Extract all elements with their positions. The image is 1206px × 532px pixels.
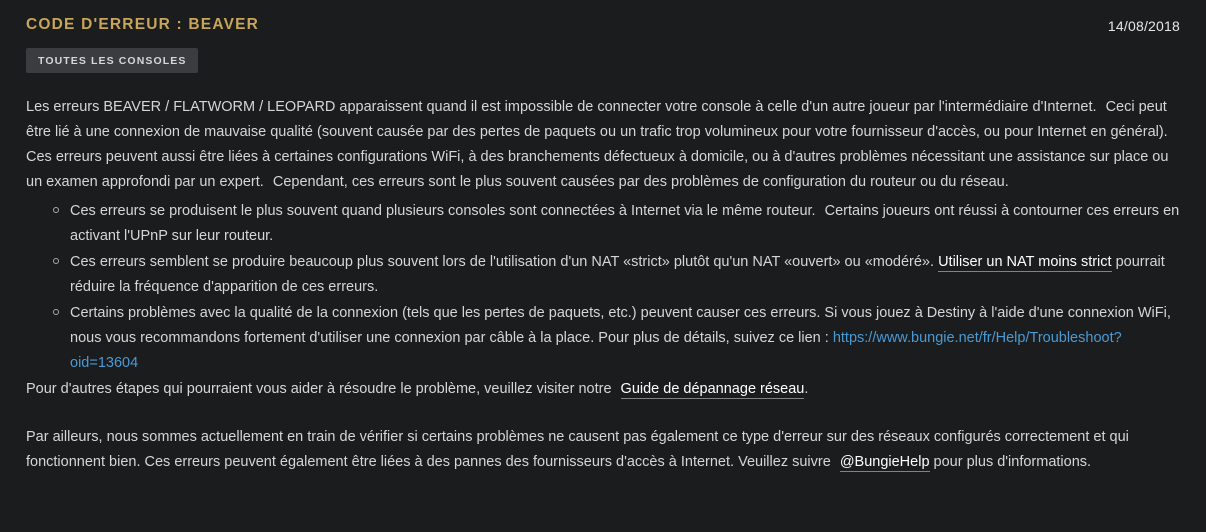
nat-guide-link[interactable]: Utiliser un NAT moins strict	[938, 254, 1112, 270]
list-item	[70, 301, 1180, 376]
article-body	[0, 73, 1206, 475]
list-item-text-tail: pourrait réduire la fréquence d'apparition de ces erreurs.	[70, 254, 1165, 295]
network-guide-text-before: Pour d'autres étapes qui pourraient vous aider à résoudre le problème, veuillez visiter notre	[26, 381, 612, 397]
list-item-text-before: Ces erreurs semblent se produire beaucoup plus souvent lors de l'utilisation d'un NAT «strict» plutôt qu'un NAT «ouvert» ou «modéré».	[70, 254, 935, 270]
publish-date: 14/08/2018	[1107, 18, 1180, 34]
closing-text-before: Par ailleurs, nous sommes actuellement en train de vérifier si certains problèmes ne causent pas également ce type d'erreur sur des réseaux configurés correctement et qui fonctionnent bien. Ces erreurs peuvent également être liées à des pannes des fournisseurs d'accès à Internet. Veuillez suivre	[26, 429, 1129, 470]
intro-sentence-1: Les erreurs BEAVER / FLATWORM / LEOPARD apparaissent quand il est impossible de connecter votre console à celle d'un autre joueur par l'intermédiaire d'Internet.	[26, 99, 1097, 115]
list-item-text-before: Ces erreurs se produisent le plus souvent quand plusieurs consoles sont connectées à Internet via le même routeur.	[70, 203, 816, 219]
list-item	[70, 199, 1180, 249]
closing-paragraph	[26, 425, 1180, 475]
network-guide-paragraph	[26, 377, 1180, 402]
tag-row	[0, 40, 1206, 73]
list-item-text-before: Certains problèmes avec la qualité de la connexion (tels que les pertes de paquets, etc.) peuvent causer ces erreurs. Si vous jouez à Destiny à l'aide d'une connexion WiFi, nous vous recommandons fortement d'utiliser une connexion par câble à la place. Pour plus de détails, suivez ce lien :	[70, 305, 1171, 346]
tips-list	[26, 199, 1180, 376]
network-guide-link[interactable]: Guide de dépannage réseau	[620, 381, 805, 397]
page-title: CODE D'ERREUR : BEAVER	[26, 16, 260, 33]
bullet-icon	[53, 207, 59, 213]
platform-tag[interactable]: TOUTES LES CONSOLES	[26, 48, 198, 73]
intro-sentence-2: Ceci peut être lié à une connexion de mauvaise qualité (souvent causée par des pertes de paquets ou un trafic trop volumineux pour votre fournisseur d'accès, ou pour Internet en général). Ces erreurs peuvent aussi être liées à certaines configurations WiFi, à des branchements défectueux à domicile, ou à d'autres problèmes nécessitant une assistance sur place ou un examen approfondi par un expert.	[26, 99, 1169, 190]
bungiehelp-twitter-link[interactable]: @BungieHelp	[839, 454, 930, 470]
article-header	[0, 0, 1206, 40]
list-item	[70, 250, 1180, 300]
bullet-icon	[53, 309, 59, 315]
intro-sentence-3: Cependant, ces erreurs sont le plus souvent causées par des problèmes de configuration du routeur ou du réseau.	[272, 174, 1009, 190]
closing-text-after: pour plus d'informations.	[933, 454, 1092, 470]
list-item-text-after: Certains joueurs ont réussi à contourner ces erreurs en activant l'UPnP sur leur routeur.	[70, 203, 1180, 244]
network-guide-text-after: .	[804, 381, 809, 397]
bullet-icon	[53, 258, 59, 264]
intro-paragraph	[26, 95, 1180, 195]
troubleshoot-url-link[interactable]: https://www.bungie.net/fr/Help/Troubleshoot?oid=13604	[70, 330, 1122, 371]
